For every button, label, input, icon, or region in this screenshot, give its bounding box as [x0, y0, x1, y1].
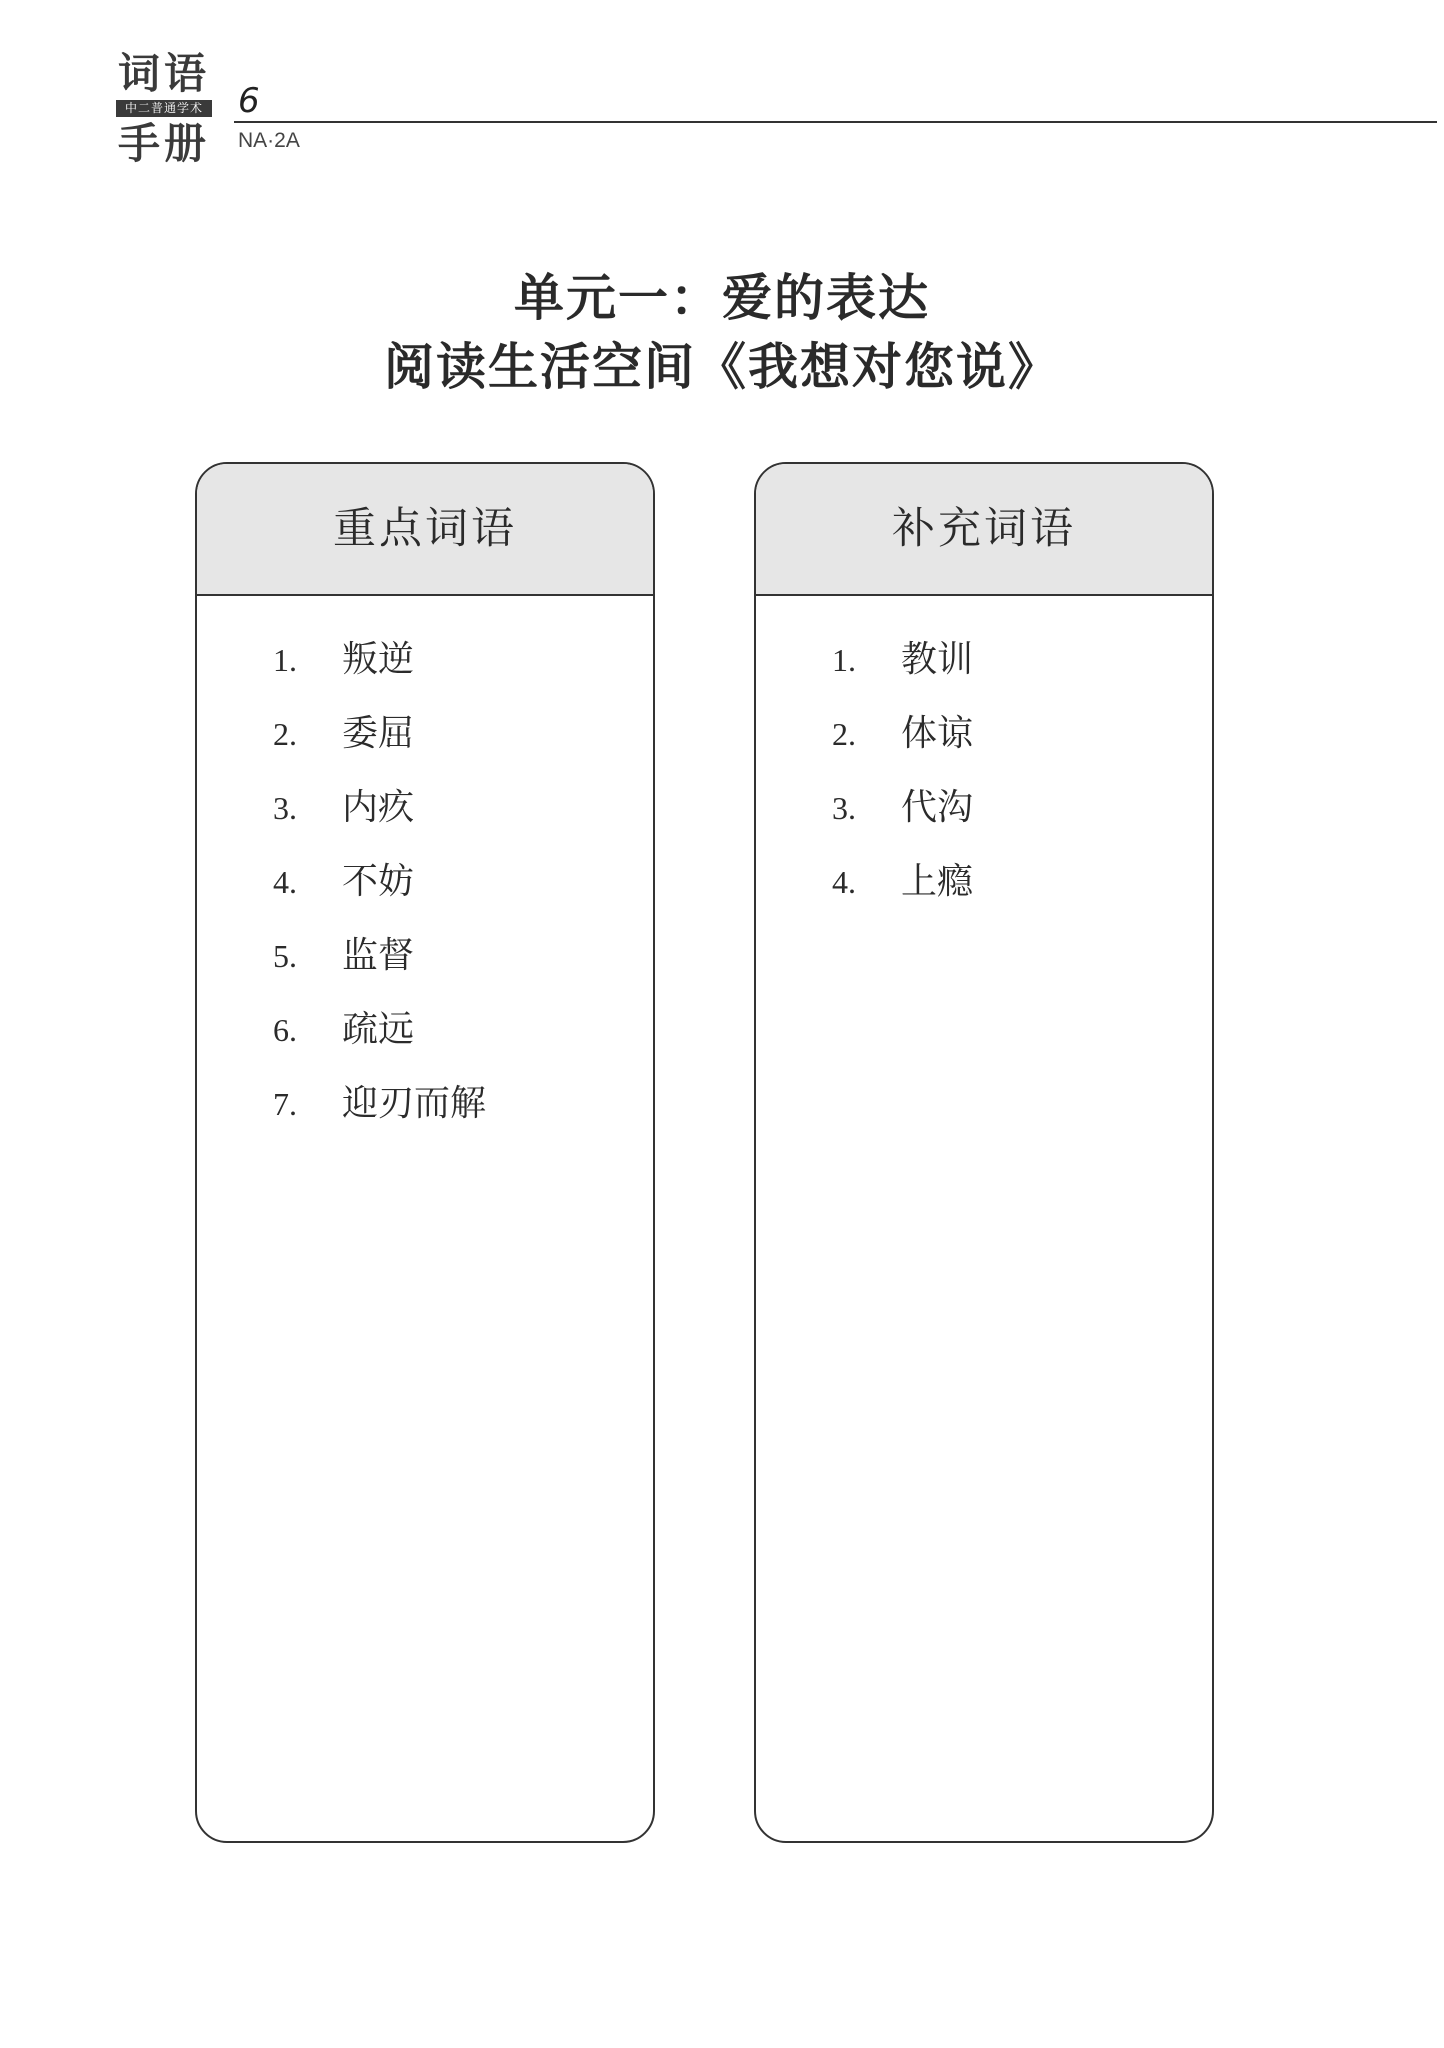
- list-item: [756, 845, 1212, 919]
- lesson-title: 阅读生活空间《我想对您说》: [384, 338, 1060, 396]
- logo-band: 中二普通学术: [116, 100, 212, 117]
- item-number: 3.: [273, 790, 297, 826]
- item-number: 7.: [273, 1086, 297, 1122]
- item-word: 不妨: [342, 861, 415, 902]
- item-number: 4.: [832, 864, 856, 900]
- book-code: NA·2A: [238, 129, 300, 152]
- item-word: 叛逆: [342, 639, 415, 680]
- item-word: 委屈: [342, 713, 415, 754]
- item-word: 教训: [901, 639, 974, 680]
- list-item: [756, 623, 1212, 697]
- item-number: 1.: [273, 642, 297, 678]
- item-number: 3.: [832, 790, 856, 826]
- item-number: 2.: [273, 716, 297, 752]
- key-words-list: [197, 596, 653, 1141]
- item-number: 4.: [273, 864, 297, 900]
- extra-words-box: [754, 462, 1214, 1843]
- list-item: [197, 623, 653, 697]
- logo-title-bottom: 手册: [117, 119, 210, 168]
- item-word: 上瘾: [901, 861, 974, 902]
- logo-title-top: 词语: [117, 49, 210, 98]
- list-item: [756, 697, 1212, 771]
- item-number: 5.: [273, 938, 297, 974]
- key-words-heading: 重点词语: [197, 464, 653, 596]
- list-item: [197, 697, 653, 771]
- item-word: 内疚: [342, 787, 415, 828]
- item-word: 体谅: [901, 713, 974, 754]
- page-number: 6: [238, 81, 260, 121]
- list-item: [197, 993, 653, 1067]
- item-number: 2.: [832, 716, 856, 752]
- extra-words-list: [756, 596, 1212, 919]
- header-divider: [234, 121, 1437, 123]
- extra-words-heading: 补充词语: [756, 464, 1212, 596]
- list-item: [756, 771, 1212, 845]
- item-number: 6.: [273, 1012, 297, 1048]
- item-number: 1.: [832, 642, 856, 678]
- item-word: 迎刃而解: [342, 1083, 487, 1124]
- unit-title: 单元一：爱的表达: [514, 269, 930, 327]
- item-word: 代沟: [901, 787, 974, 828]
- list-item: [197, 845, 653, 919]
- list-item: [197, 919, 653, 993]
- item-word: 疏远: [342, 1009, 415, 1050]
- list-item: [197, 1067, 653, 1141]
- book-logo: [116, 50, 212, 168]
- list-item: [197, 771, 653, 845]
- key-words-box: [195, 462, 655, 1843]
- item-word: 监督: [342, 935, 415, 976]
